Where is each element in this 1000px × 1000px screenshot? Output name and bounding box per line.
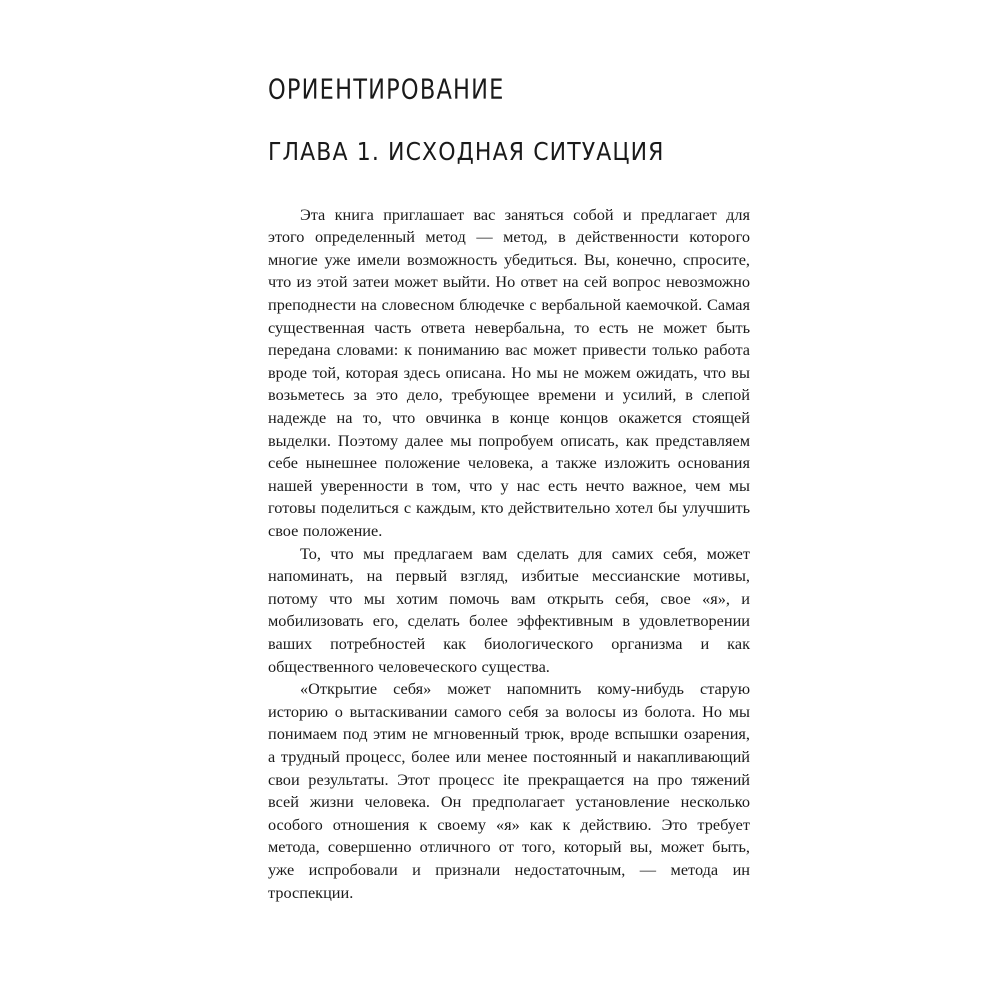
page-content: [268, 74, 750, 904]
body-paragraph-3: «Открытие себя» может напомнить кому-нибудь старую историю о вытаскивании самого себя за волосы из болота. Но мы понимаем под этим не мгновенный трюк, вроде вспышки озарения, а трудный процесс, более или менее постоянный и накапливающий свои результаты. Этот процесс ite прекращается на про тяжений всей жизни человека. Он предполагает установление несколько особого отношения к своему «я» как к действию. Это требует метода, совершенно отличного от того, который вы, может быть, уже испробовали и признали недостаточным, — метода ин троспекции.: [268, 679, 750, 902]
chapter-title: ГЛАВА 1. ИСХОДНАЯ СИТУАЦИЯ: [268, 138, 665, 167]
body-paragraph-2: То, что мы предлагаем вам сделать для самих себя, может напоминать, на первый взгляд, избитые мессианские мотивы, потому что мы хотим помочь вам открыть себя, свое «я», и мобилизовать его, сделать более эффективным в удовлетворении ваших потребностей как биологического организма и как общественного человеческого существа.: [268, 543, 750, 676]
book-title: ОРИЕНТИРОВАНИЕ: [268, 72, 505, 106]
body-paragraph-1: Эта книга приглашает вас заняться собой и предлагает для этого определенный метод — метод, в действенности которого многие уже имели возможность убедиться. Вы, конечно, спросите, что из этой затеи может выйти. Но ответ на сей вопрос невозможно преподнести на словесном блюдечке с вербальной каемочкой. Самая существенная часть ответа невербальна, то есть не может быть передана словами: к пониманию вас может привести только работа вроде той, которая здесь описана. Но мы не можем ожидать, что вы возьметесь за это дело, требующее времени и усилий, в слепой надежде на то, что овчинка в конце концов окажется стоящей выделки. Поэтому далее мы попробуем описать, как представляем себе нынешнее положение человека, а также изложить основания нашей уверенности в том, что у нас есть нечто важное, чем мы готовы поделиться с каждым, кто действительно хотел бы улучшить свое положение.: [268, 204, 750, 540]
